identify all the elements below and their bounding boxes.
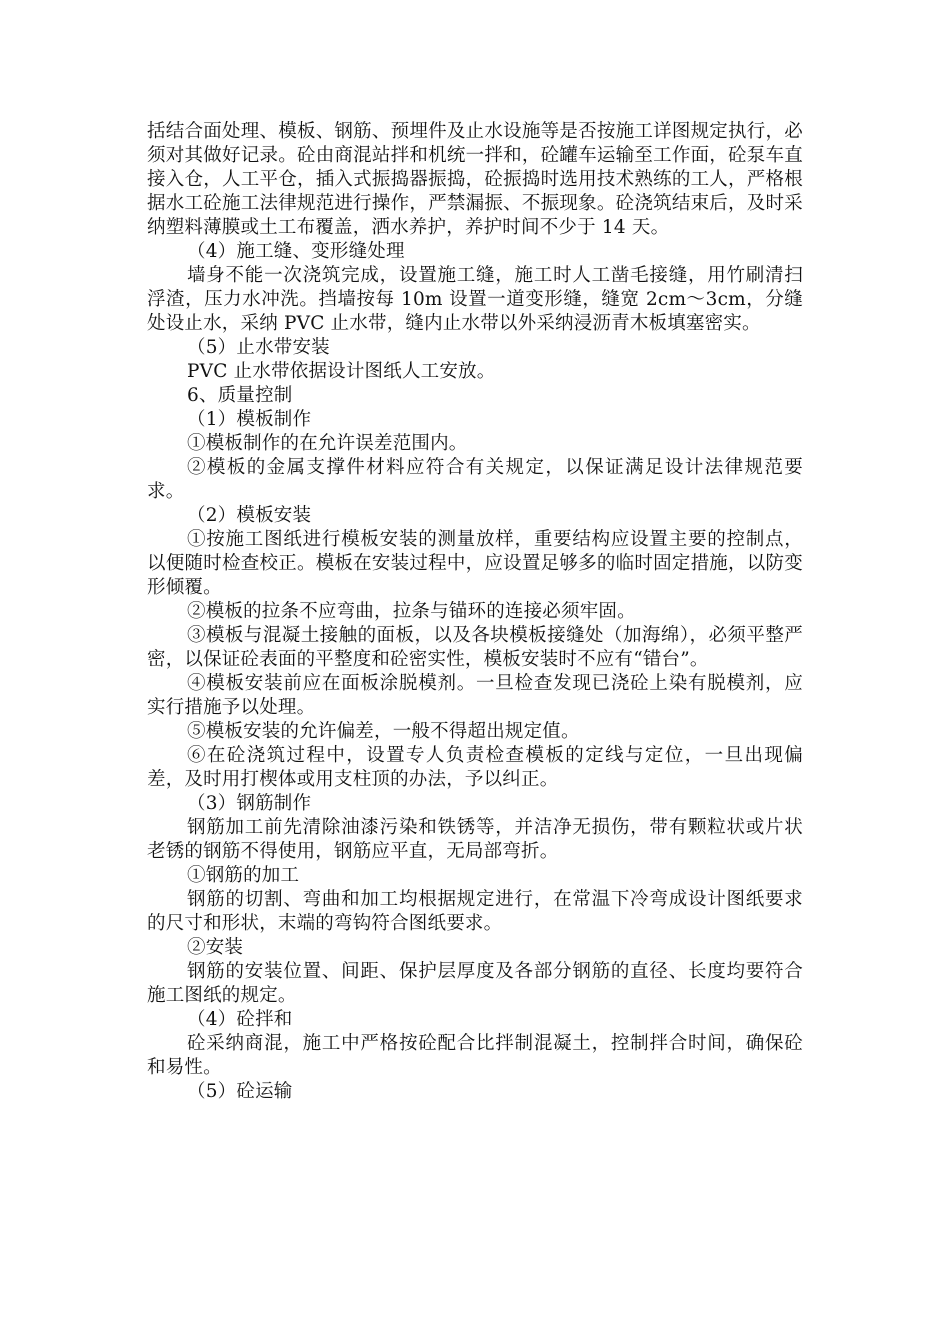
paragraph-construction-joint: 墙身不能一次浇筑完成，设置施工缝，施工时人工凿毛接缝，用竹刷清扫浮渣，压力水冲洗。挡墙按每 10m 设置一道变形缝，缝宽 2cm～3cm，分缝处设止水，采纳 PVC 止水带，缝内止水带以外采纳浸沥青木板填塞密实。 <box>147 265 803 334</box>
heading-rebar-making: （3）钢筋制作 <box>187 793 312 814</box>
heading-rebar-processing: ①钢筋的加工 <box>187 865 300 886</box>
heading-quality-control: 6、质量控制 <box>187 385 293 406</box>
heading-waterstop-install: （5）止水带安装 <box>187 337 330 358</box>
paragraph-formwork-install-6: ⑥在砼浇筑过程中，设置专人负责检查模板的定线与定位，一旦出现偏差，及时用打楔体或用支柱顶的办法，予以纠正。 <box>147 745 803 790</box>
paragraph-formwork-install-5: ⑤模板安装的允许偏差，一般不得超出规定值。 <box>187 721 580 742</box>
paragraph-rebar-processing: 钢筋的切割、弯曲和加工均根据规定进行，在常温下冷弯成设计图纸要求的尺寸和形状，末端的弯钩符合图纸要求。 <box>147 889 803 934</box>
paragraph-concrete-mixing: 砼采纳商混，施工中严格按砼配合比拌制混凝土，控制拌合时间，确保砼和易性。 <box>147 1033 803 1078</box>
paragraph-formwork-install-3: ③模板与混凝土接触的面板，以及各块模板接缝处（加海绵），必须平整严密，以保证砼表面的平整度和砼密实性，模板安装时不应有“错台”。 <box>147 625 803 670</box>
paragraph-rebar-install: 钢筋的安装位置、间距、保护层厚度及各部分钢筋的直径、长度均要符合施工图纸的规定。 <box>147 961 803 1006</box>
paragraph-rebar-making: 钢筋加工前先清除油漆污染和铁锈等，并洁净无损伤，带有颗粒状或片状老锈的钢筋不得使用，钢筋应平直，无局部弯折。 <box>147 817 803 862</box>
heading-construction-joint: （4）施工缝、变形缝处理 <box>187 241 405 262</box>
heading-formwork-making: （1）模板制作 <box>187 409 312 430</box>
heading-concrete-mixing: （4）砼拌和 <box>187 1009 293 1030</box>
paragraph-waterstop-install: PVC 止水带依据设计图纸人工安放。 <box>187 361 496 382</box>
paragraph-formwork-install-4: ④模板安装前应在面板涂脱模剂。一旦检查发现已浇砼上染有脱模剂，应实行措施予以处理。 <box>147 673 803 718</box>
document-body <box>147 120 803 1104</box>
paragraph-concrete-pouring: 括结合面处理、模板、钢筋、预埋件及止水设施等是否按施工详图规定执行，必须对其做好记录。砼由商混站拌和机统一拌和，砼罐车运输至工作面，砼泵车直接入仓，人工平仓，插入式振捣器振捣，砼振捣时选用技术熟练的工人，严格根据水工砼施工法律规范进行操作，严禁漏振、不振现象。砼浇筑结束后，及时采纳塑料薄膜或土工布覆盖，洒水养护，养护时间不少于 14 天。 <box>147 121 803 238</box>
paragraph-formwork-install-1: ①按施工图纸进行模板安装的测量放样，重要结构应设置主要的控制点，以便随时检查校正。模板在安装过程中，应设置足够多的临时固定措施，以防变形倾覆。 <box>147 529 803 598</box>
heading-concrete-transport: （5）砼运输 <box>187 1081 293 1102</box>
paragraph-formwork-install-2: ②模板的拉条不应弯曲，拉条与锚环的连接必须牢固。 <box>187 601 636 622</box>
paragraph-formwork-making-1: ①模板制作的在允许误差范围内。 <box>187 433 468 454</box>
heading-formwork-install: （2）模板安装 <box>187 505 312 526</box>
heading-rebar-install: ②安装 <box>187 937 244 958</box>
paragraph-formwork-making-2: ②模板的金属支撑件材料应符合有关规定，以保证满足设计法律规范要求。 <box>147 457 803 502</box>
